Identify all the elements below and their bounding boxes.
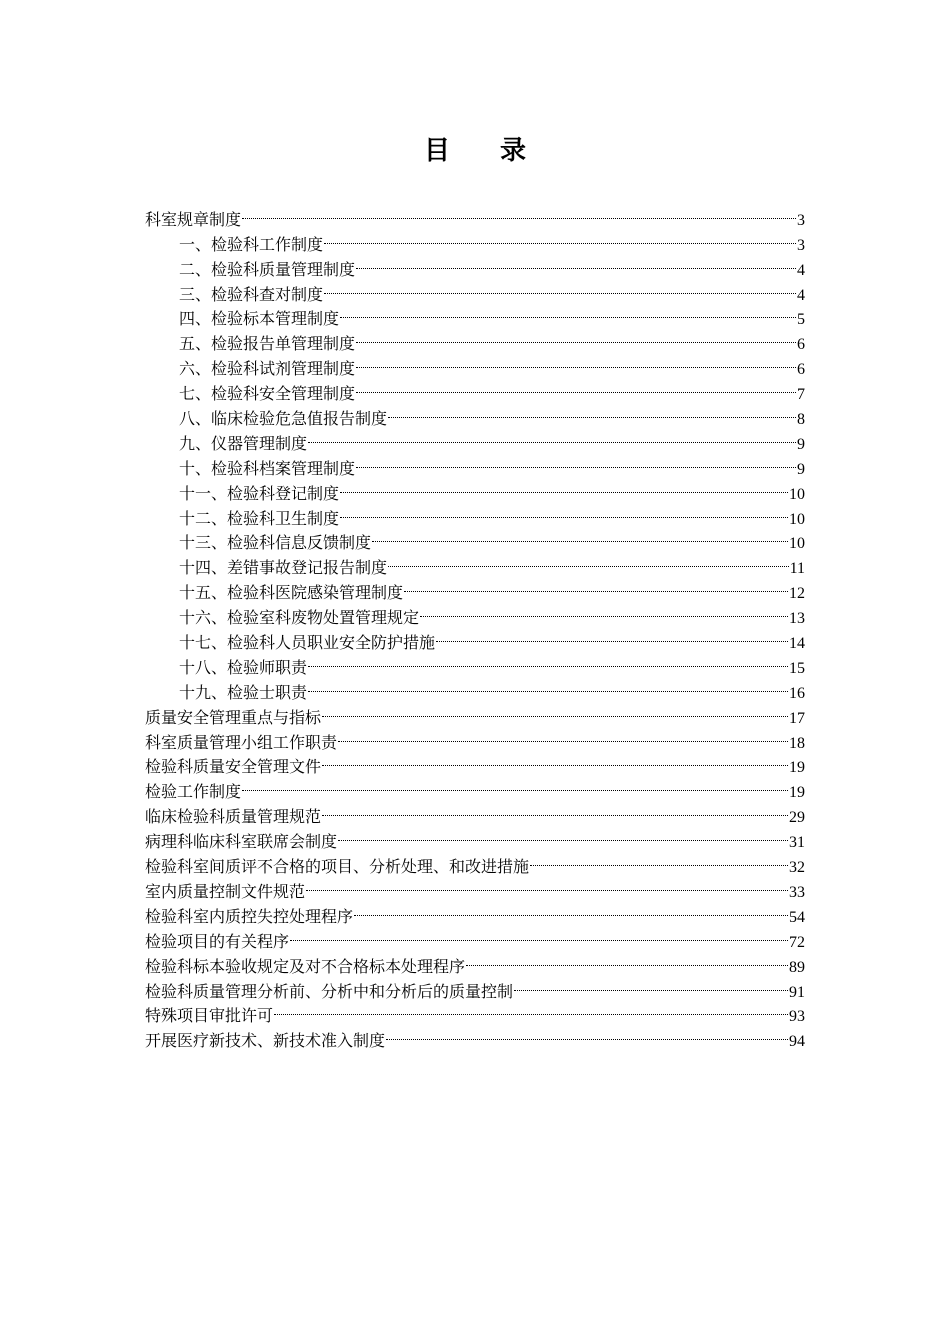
toc-dot-leader [386,1021,788,1046]
toc-entry-label: 检验项目的有关程序 [145,931,290,951]
toc-dot-leader [242,200,796,225]
toc-entry[interactable] [145,772,805,802]
toc-entry-label: 十七、检验科人员职业安全防护措施 [179,633,436,653]
toc-dot-leader [356,349,796,374]
table-of-contents [145,200,805,1051]
toc-dot-leader [338,723,788,748]
toc-entry-label: 特殊项目审批许可 [145,1006,274,1026]
toc-entry-page-number: 15 [789,659,805,677]
toc-dot-leader [308,673,788,698]
toc-entry-page-number: 4 [797,261,805,279]
toc-entry-page-number: 33 [789,883,805,901]
toc-entry-page-number: 94 [789,1033,805,1051]
toc-entry-page-number: 29 [789,809,805,827]
toc-dot-leader [306,872,788,897]
toc-entry-label: 检验科室间质评不合格的项目、分析处理、和改进措施 [145,857,530,877]
toc-entry-page-number: 6 [797,336,805,354]
toc-entry-page-number: 12 [789,585,805,603]
toc-entry-label: 病理科临床科室联席会制度 [145,832,338,852]
toc-entry-page-number: 11 [789,560,805,578]
toc-entry-label: 十九、检验士职责 [179,682,308,702]
toc-entry-page-number: 72 [789,933,805,951]
toc-dot-leader [530,847,788,872]
toc-dot-leader [308,424,796,449]
toc-dot-leader [466,947,788,972]
toc-entry-label: 十五、检验科医院感染管理制度 [179,583,404,603]
toc-entry-page-number: 91 [789,983,805,1001]
toc-entry-label: 十、检验科档案管理制度 [179,458,356,478]
toc-entry-label: 九、仪器管理制度 [179,433,308,453]
toc-entry-page-number: 16 [789,684,805,702]
toc-dot-leader [290,922,788,947]
toc-entry-page-number: 7 [797,386,805,404]
toc-dot-leader [388,399,796,424]
toc-dot-leader [340,474,788,499]
toc-dot-leader [322,748,788,773]
toc-entry-page-number: 32 [789,859,805,877]
toc-entry-label: 检验科质量安全管理文件 [145,757,322,777]
toc-entry-page-number: 13 [789,610,805,628]
toc-entry-label: 十六、检验室科废物处置管理规定 [179,608,420,628]
toc-dot-leader [356,449,796,474]
toc-entry-label: 临床检验科质量管理规范 [145,807,322,827]
toc-entry-label: 室内质量控制文件规范 [145,881,306,901]
toc-dot-leader [436,623,788,648]
toc-entry-label: 检验科标本验收规定及对不合格标本处理程序 [145,956,466,976]
toc-entry-page-number: 9 [797,460,805,478]
toc-dot-leader [354,897,788,922]
toc-entry[interactable] [145,200,805,229]
toc-entry-label: 三、检验科查对制度 [179,284,324,304]
toc-dot-leader [372,524,788,549]
toc-dot-leader [242,772,788,797]
toc-entry-label: 六、检验科试剂管理制度 [179,359,356,379]
toc-dot-leader [308,648,788,673]
toc-dot-leader [322,797,788,822]
page-title [0,134,950,168]
toc-dot-leader [324,275,796,300]
toc-entry-label: 一、检验科工作制度 [179,234,324,254]
toc-entry-label: 四、检验标本管理制度 [179,309,340,329]
toc-dot-leader [356,374,796,399]
toc-entry-page-number: 10 [789,510,805,528]
toc-dot-leader [514,972,788,997]
toc-entry-label: 科室规章制度 [145,209,242,229]
toc-entry-page-number: 3 [797,211,805,229]
toc-entry-label: 检验科质量管理分析前、分析中和分析后的质量控制 [145,981,514,1001]
toc-dot-leader [356,324,796,349]
toc-entry-label: 检验工作制度 [145,782,242,802]
toc-dot-leader [404,573,788,598]
toc-dot-leader [340,300,796,325]
title-char-2: 录 [500,136,527,166]
toc-entry-label: 质量安全管理重点与指标 [145,707,322,727]
toc-entry-page-number: 8 [797,411,805,429]
toc-entry-page-number: 19 [789,784,805,802]
toc-dot-leader [324,225,796,250]
toc-dot-leader [420,598,788,623]
toc-entry-label: 十四、差错事故登记报告制度 [179,558,388,578]
toc-entry-label: 开展医疗新技术、新技术准入制度 [145,1031,386,1051]
toc-entry-page-number: 3 [797,236,805,254]
toc-entry-label: 科室质量管理小组工作职责 [145,732,338,752]
toc-entry-page-number: 31 [789,834,805,852]
toc-entry-page-number: 4 [797,286,805,304]
toc-dot-leader [388,548,789,573]
toc-dot-leader [274,997,788,1022]
toc-entry-page-number: 89 [789,958,805,976]
toc-entry-page-number: 10 [789,535,805,553]
toc-entry-label: 五、检验报告单管理制度 [179,334,356,354]
toc-entry-label: 二、检验科质量管理制度 [179,259,356,279]
toc-entry-page-number: 54 [789,908,805,926]
toc-dot-leader [356,250,796,275]
toc-dot-leader [322,698,788,723]
toc-dot-leader [338,822,788,847]
toc-entry-label: 十三、检验科信息反馈制度 [179,533,372,553]
toc-entry-page-number: 19 [789,759,805,777]
toc-entry-page-number: 93 [789,1008,805,1026]
toc-dot-leader [340,499,788,524]
toc-entry-page-number: 18 [789,734,805,752]
toc-entry-label: 七、检验科安全管理制度 [179,384,356,404]
toc-entry-page-number: 17 [789,709,805,727]
toc-entry[interactable] [145,225,805,254]
toc-entry-page-number: 5 [797,311,805,329]
toc-entry-label: 十二、检验科卫生制度 [179,508,340,528]
toc-entry-page-number: 10 [789,485,805,503]
toc-entry-page-number: 6 [797,361,805,379]
toc-entry-label: 十八、检验师职责 [179,657,308,677]
toc-entry-label: 检验科室内质控失控处理程序 [145,906,354,926]
toc-entry-label: 八、临床检验危急值报告制度 [179,409,388,429]
toc-entry[interactable] [145,797,805,827]
toc-entry-page-number: 14 [789,635,805,653]
title-char-1: 目 [423,136,450,166]
toc-entry-label: 十一、检验科登记制度 [179,483,340,503]
toc-entry-page-number: 9 [797,435,805,453]
